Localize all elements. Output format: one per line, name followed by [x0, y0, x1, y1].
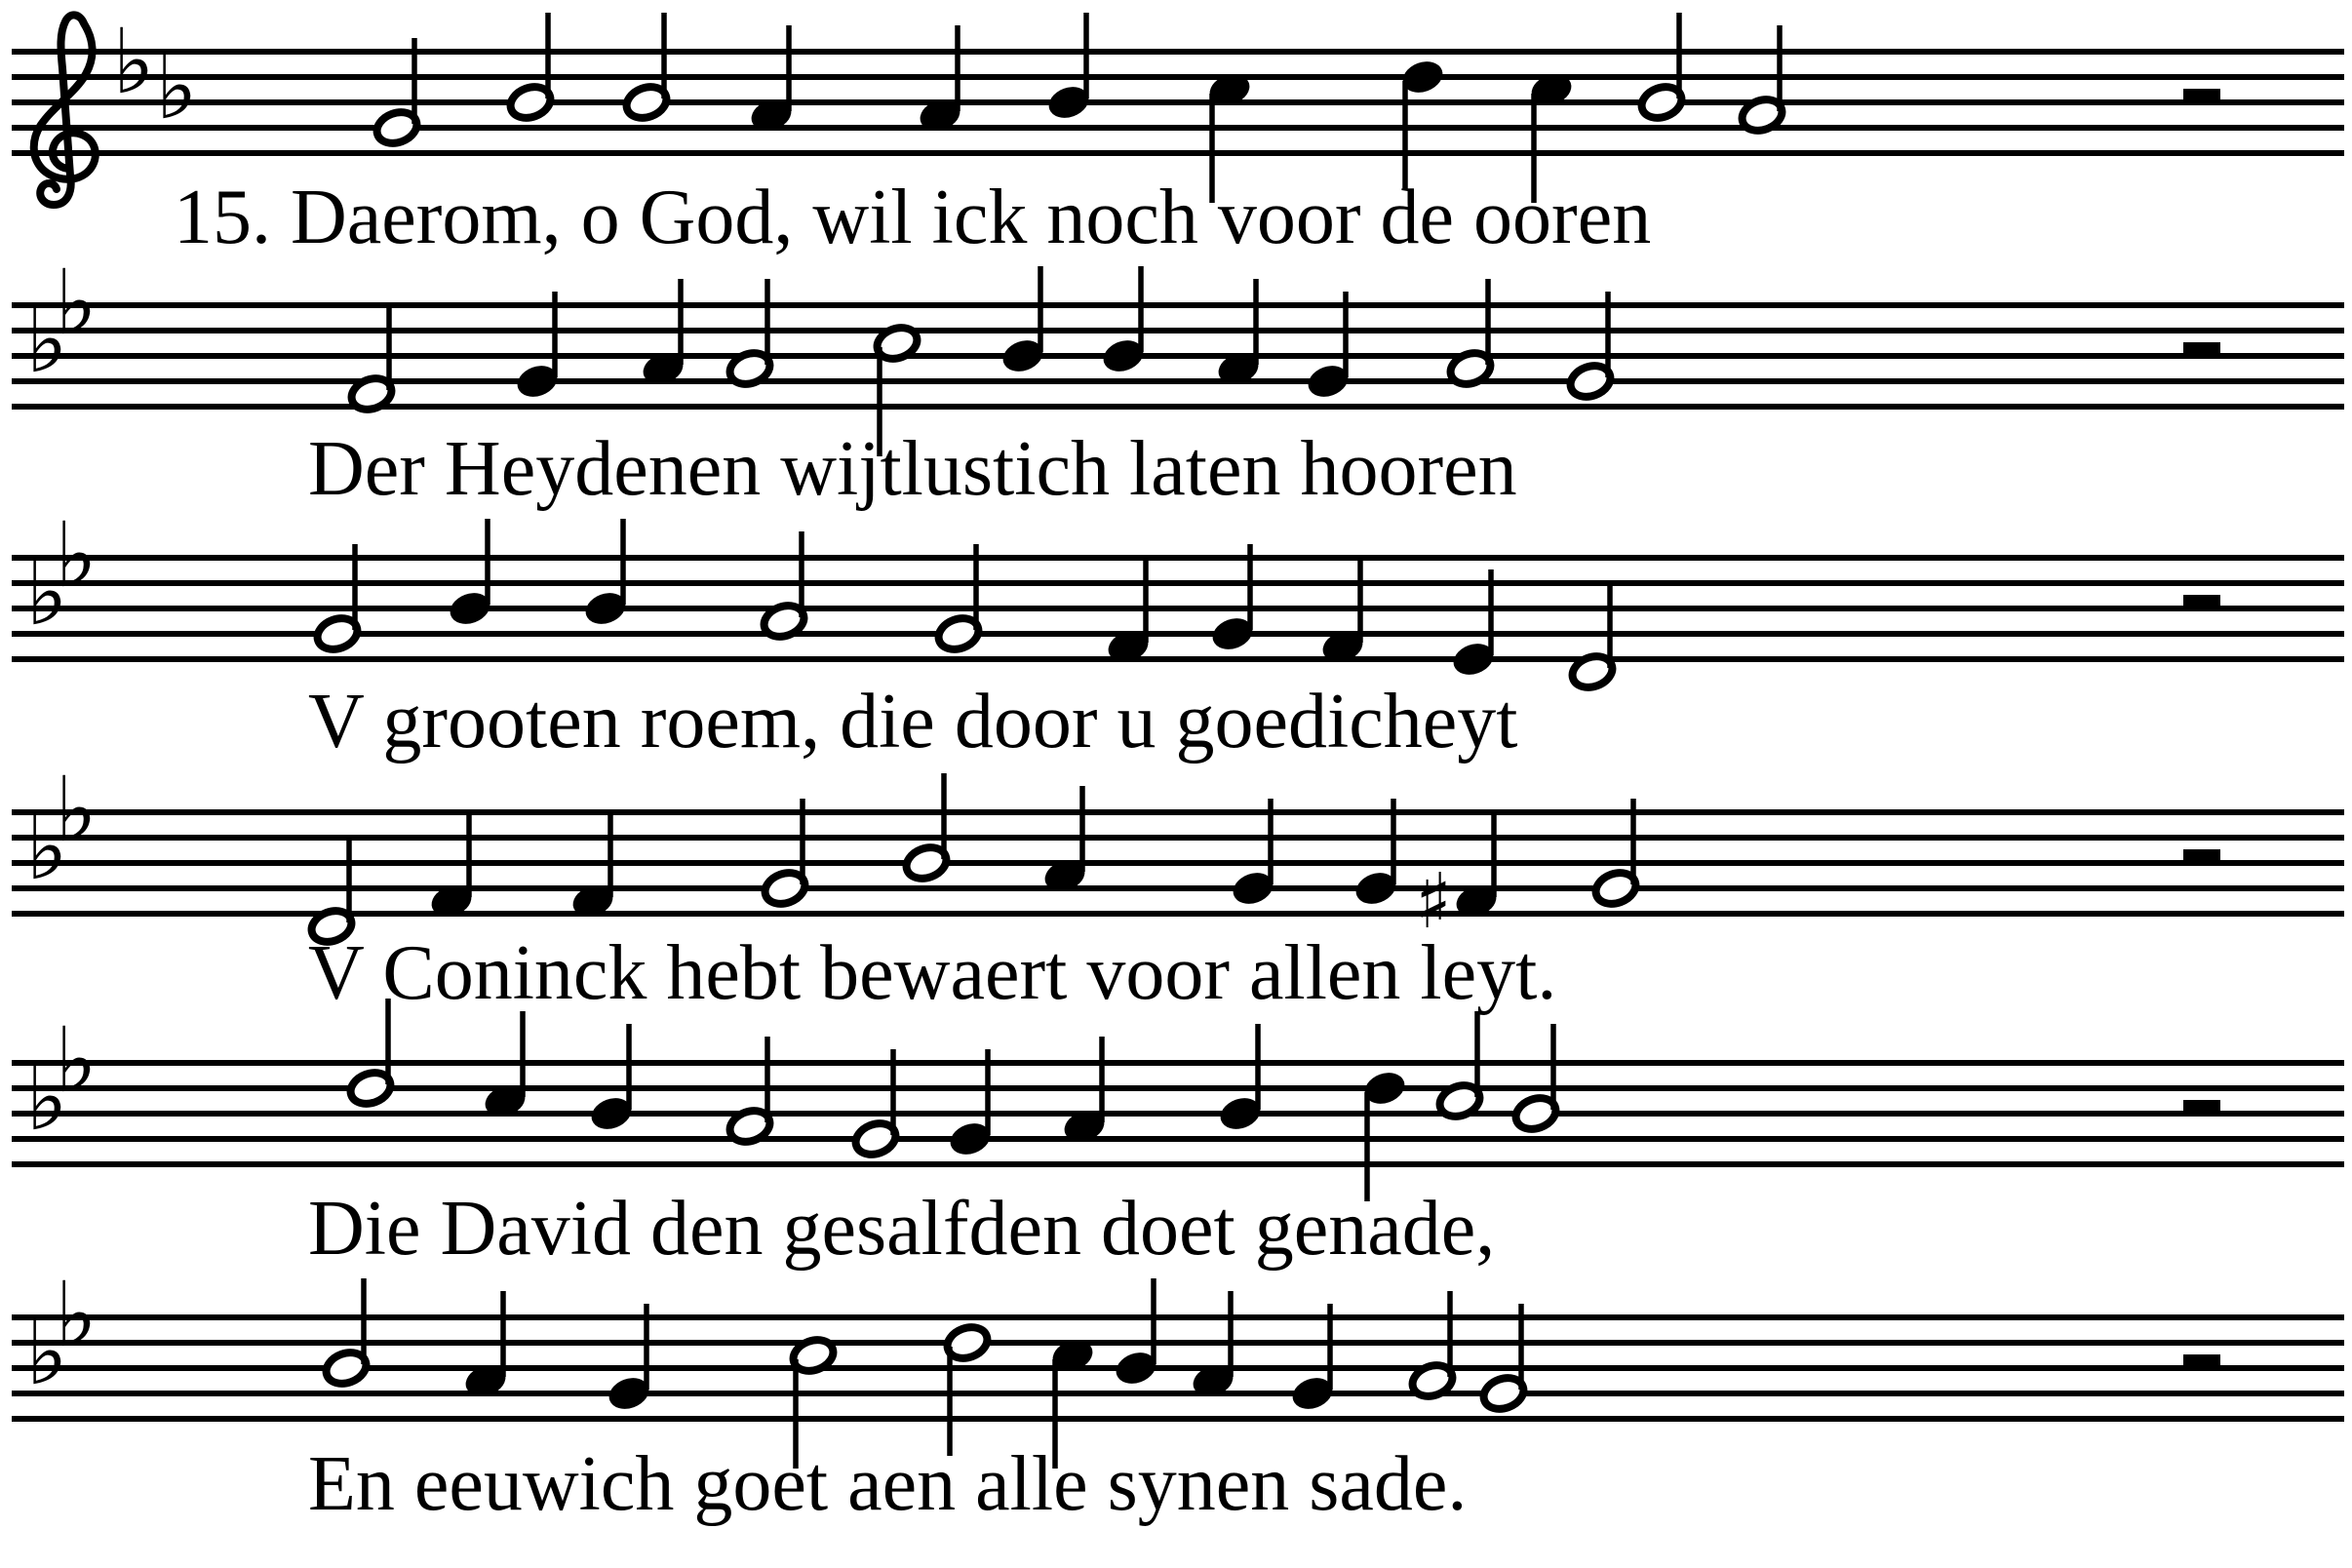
treble-clef-icon: [34, 15, 96, 205]
note-A4-quarter: [1040, 786, 1089, 896]
note-B4-quarter: [587, 1024, 636, 1134]
note-B4-half: [622, 13, 671, 123]
note-B4-quarter: [1216, 1024, 1265, 1134]
note-B4-half: [1637, 13, 1686, 123]
flat-sign: ♭: [55, 1008, 98, 1113]
lyric-line-1: 15. Daerom, o God, wil ick noch voor de ooren: [174, 175, 1652, 260]
note-B4-quarter: [1112, 1278, 1160, 1389]
staff-system-5: [12, 999, 2344, 1201]
flat-sign: ♭: [25, 1301, 68, 1405]
note-A4-half: [1446, 279, 1495, 389]
flat-sign: ♭: [155, 35, 198, 139]
note-B4-quarter: [446, 519, 494, 629]
breve-rest: [2183, 595, 2220, 608]
staff-system-3: [12, 503, 2344, 692]
breve-rest: [2183, 89, 2220, 102]
note-A4-half: [725, 279, 774, 389]
note-D5-half: [943, 1322, 992, 1456]
lyric-line-2: Der Heydenen wijtlustich laten hooren: [308, 426, 1517, 512]
lyric-line-3: V grooten roem, die door u goedicheyt: [308, 679, 1518, 764]
note-A4-quarter: [1189, 1291, 1237, 1401]
flat-sign: ♭: [25, 289, 68, 393]
staff-system-4: [12, 758, 2344, 947]
note-F4-quarter: [1104, 557, 1153, 667]
note-C5-quarter: [481, 1011, 529, 1121]
note-B4-quarter: [581, 519, 630, 629]
breve-rest: [2183, 1354, 2220, 1368]
note-A4-quarter: [916, 25, 964, 136]
note-A4-half: [1738, 25, 1786, 136]
note-C5-half: [1435, 1011, 1484, 1121]
breve-rest: [2183, 849, 2220, 863]
note-B4-quarter: [999, 266, 1047, 376]
flat-sign: ♭: [55, 1263, 98, 1367]
note-D5-quarter: [1398, 57, 1447, 190]
note-A4-quarter: [461, 1291, 510, 1401]
note-A4-half: [1408, 1291, 1457, 1401]
note-B4-quarter: [1099, 266, 1148, 376]
flat-sign: ♭: [55, 251, 98, 355]
flat-sign: ♭: [55, 758, 98, 862]
note-B4-half: [902, 773, 951, 883]
flat-sign: ♭: [25, 541, 68, 646]
note-B4-half: [1511, 1024, 1560, 1134]
lyric-line-6: En eeuwich goet aen alle synen sade.: [308, 1441, 1468, 1527]
lyric-line-5: Die David den gesalfden doet genade,: [308, 1186, 1496, 1272]
note-F4-quarter: [427, 811, 476, 921]
note-A4-quarter: [639, 279, 687, 389]
note-B4-quarter: [1044, 13, 1093, 123]
flat-sign: ♭: [25, 796, 68, 900]
note-A4-half: [760, 531, 808, 642]
note-B4-half: [322, 1278, 371, 1389]
note-A4-quarter: [1060, 1037, 1109, 1147]
note-A4-quarter: [747, 25, 796, 136]
flat-sign: ♭: [112, 10, 155, 114]
note-B4-half: [506, 13, 555, 123]
breve-rest: [2183, 342, 2220, 356]
sharp-sign: ♯: [1415, 858, 1452, 946]
note-F4-quarter: [1415, 811, 1501, 946]
note-D4-half: [1568, 582, 1617, 692]
note-A4-quarter: [1214, 279, 1263, 389]
note-F4-half: [347, 304, 396, 414]
flat-sign: ♭: [55, 503, 98, 608]
note-F4-quarter: [1318, 557, 1367, 667]
note-D5-quarter: [1360, 1068, 1409, 1201]
flat-sign: ♭: [25, 1046, 68, 1151]
note-F4-quarter: [568, 811, 617, 921]
note-A4-half: [725, 1037, 774, 1147]
lyric-line-4: V Coninck hebt bewaert voor allen leyt.: [308, 930, 1557, 1016]
breve-rest: [2183, 1100, 2220, 1114]
staff-system-6: [12, 1263, 2344, 1469]
